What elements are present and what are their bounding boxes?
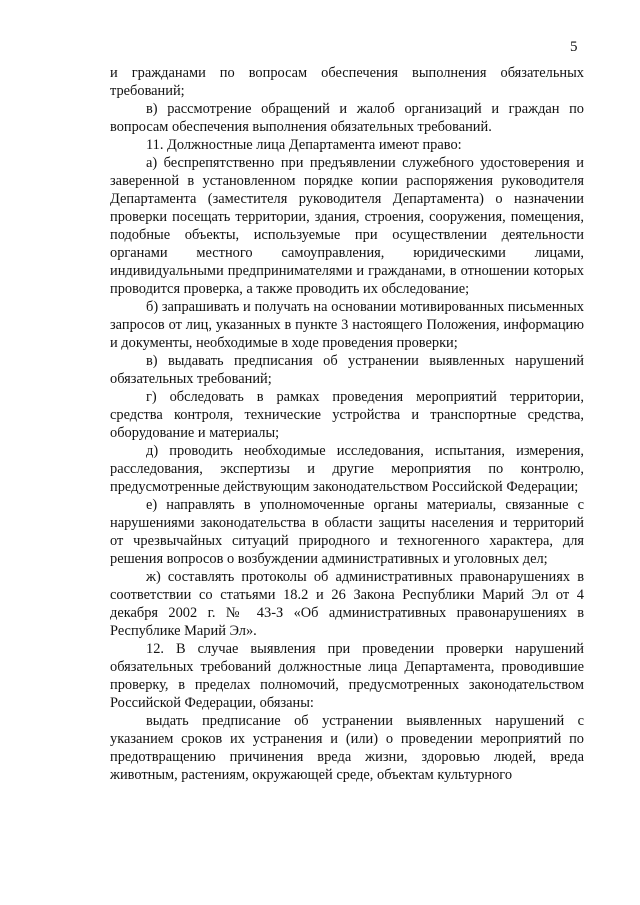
paragraph: и гражданами по вопросам обеспечения выполнения обязательных требований;	[110, 65, 584, 99]
page-number: 5	[570, 39, 578, 55]
paragraph: 11. Должностные лица Департамента имеют право:	[146, 137, 462, 153]
paragraph: б) запрашивать и получать на основании мотивированных письменных запросов от лиц, указанных в пункте 3 настоящего Положения, информацию и документы, необходимые в ходе проведения проверки;	[110, 299, 584, 351]
paragraph: д) проводить необходимые исследования, испытания, измерения, расследования, экспертизы и другие мероприятия по контролю, предусмотренные действующим законодательством Российской Федерации;	[110, 443, 584, 495]
paragraph: е) направлять в уполномоченные органы материалы, связанные с нарушениями законодательства в области защиты населения и территорий от чрезвычайных ситуаций природного и техногенного характера, для решения вопросов о возбуждении административных и уголовных дел;	[110, 497, 584, 567]
document-body	[110, 64, 584, 784]
paragraph: выдать предписание об устранении выявленных нарушений с указанием сроков их устранения и (или) о проведении мероприятий по предотвращению причинения вреда жизни, здоровью людей, вреда животным, растениям, окружающей среде, объектам культурного	[110, 713, 584, 783]
paragraph: г) обследовать в рамках проведения мероприятий территории, средства контроля, технические устройства и транспортные средства, оборудование и материалы;	[110, 389, 584, 441]
paragraph: 12. В случае выявления при проведении проверки нарушений обязательных требований должностные лица Департамента, проводившие проверку, в пределах полномочий, предусмотренных законодательством Российской Федерации, обязаны:	[110, 641, 584, 711]
paragraph: ж) составлять протоколы об административных правонарушениях в соответствии со статьями 18.2 и 26 Закона Республики Марий Эл от 4 декабря 2002 г. № 43-З «Об административных правонарушениях в Республике Марий Эл».	[110, 569, 584, 639]
paragraph: в) выдавать предписания об устранении выявленных нарушений обязательных требований;	[110, 353, 584, 387]
paragraph: в) рассмотрение обращений и жалоб организаций и граждан по вопросам обеспечения выполнения обязательных требований.	[110, 101, 584, 135]
paragraph: а) беспрепятственно при предъявлении служебного удостоверения и заверенной в установленном порядке копии распоряжения руководителя Департамента (заместителя руководителя Департамента) о назначении проверки посещать территории, здания, строения, сооружения, помещения, подобные объекты, используемые при осуществлении деятельности органами местного самоуправления, юридическими лицами, индивидуальными предпринимателями и гражданами, в отношении которых проводится проверка, а также проводить их обследование;	[110, 155, 584, 297]
